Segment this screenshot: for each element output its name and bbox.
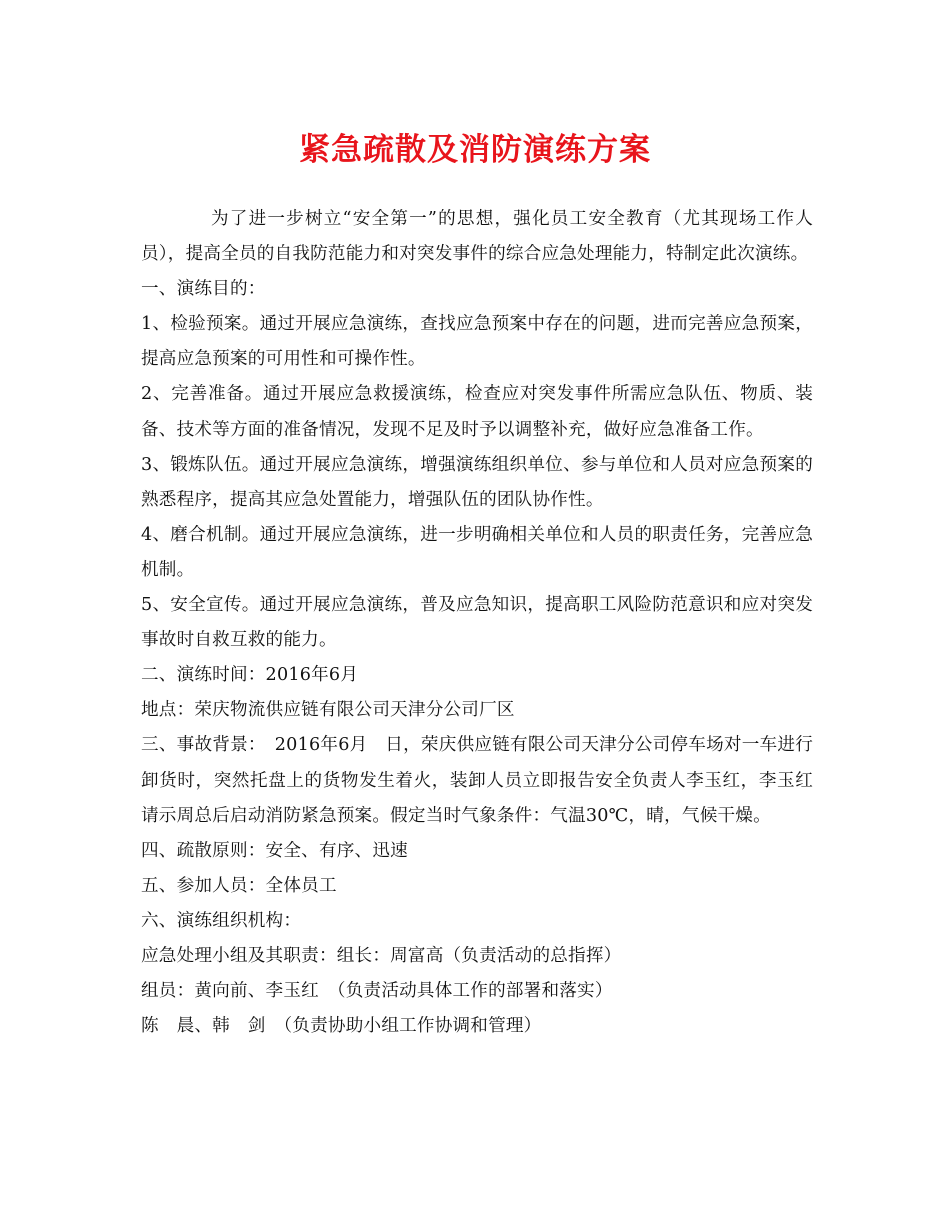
location-line: 地点：荣庆物流供应链有限公司天津分公司厂区 (141, 700, 515, 721)
section-heading-organization: 六、演练组织机构： (141, 910, 302, 931)
purpose-item-5: 5、安全宣传。通过开展应急演练，普及应急知识，提高职工风险防范意识和应对突发事故时自救互救的能力。 (141, 595, 813, 651)
document-title: 紧急疏散及消防演练方案 (299, 132, 651, 168)
document-body (141, 202, 813, 1044)
purpose-item-3: 3、锻炼队伍。通过开展应急演练，增强演练组织单位、参与单位和人员对应急预案的熟悉程序，提高其应急处置能力，增强队伍的团队协作性。 (141, 454, 813, 510)
purpose-item-1: 1、检验预案。通过开展应急演练，查找应急预案中存在的问题，进而完善应急预案，提高应急预案的可用性和可操作性。 (141, 314, 813, 370)
emergency-team-line: 应急处理小组及其职责：组长：周富高（负责活动的总指挥） (141, 945, 622, 966)
section-heading-participants: 五、参加人员：全体员工 (141, 875, 337, 896)
section-heading-background: 三、事故背景： 2016年6月 日，荣庆供应链有限公司天津分公司停车场对一车进行卸货时，突然托盘上的货物发生着火，装卸人员立即报告安全负责人李玉红，李玉红请示周总后启动消防紧急预案。假定当时气象条件：气温30℃，晴，气候干燥。 (141, 735, 813, 826)
team-assistants-line: 陈 晨、韩 剑 （负责协助小组工作协调和管理） (141, 1016, 542, 1037)
section-heading-time: 二、演练时间：2016年6月 (141, 665, 359, 686)
section-heading-purpose: 一、演练目的： (141, 279, 266, 300)
purpose-item-4: 4、磨合机制。通过开展应急演练，进一步明确相关单位和人员的职责任务，完善应急机制。 (141, 524, 813, 580)
team-members-line: 组员：黄向前、李玉红 （负责活动具体工作的部署和落实） (141, 981, 613, 1002)
intro-paragraph: 为了进一步树立“安全第一”的思想，强化员工安全教育（尤其现场工作人员），提高全员的自我防范能力和对突发事件的综合应急处理能力，特制定此次演练。 (141, 209, 813, 265)
section-heading-principle: 四、疏散原则：安全、有序、迅速 (141, 840, 408, 861)
purpose-item-2: 2、完善准备。通过开展应急救援演练，检查应对突发事件所需应急队伍、物质、装备、技术等方面的准备情况，发现不足及时予以调整补充，做好应急准备工作。 (141, 384, 813, 440)
